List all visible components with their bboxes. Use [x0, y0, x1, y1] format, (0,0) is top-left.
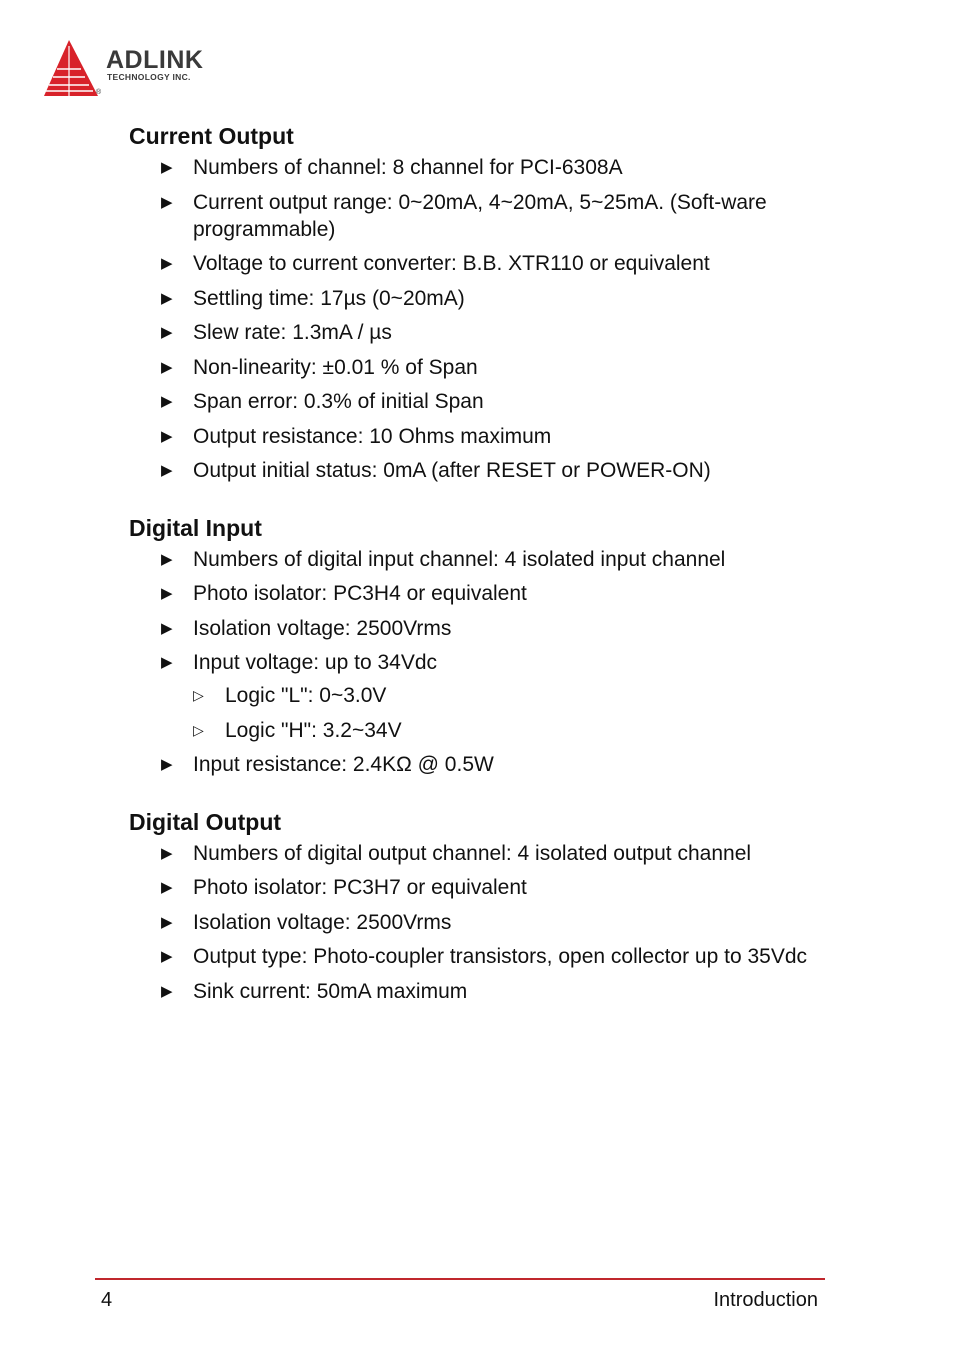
item-text: Isolation voltage: 2500Vrms: [193, 910, 452, 934]
spec-list: [129, 154, 829, 484]
list-item: [129, 250, 829, 277]
triangle-bullet-icon: ▶: [161, 844, 173, 862]
triangle-bullet-icon: ▶: [161, 427, 173, 445]
triangle-bullet-icon: ▶: [161, 255, 173, 272]
item-text: Output resistance: 10 Ohms maximum: [193, 424, 552, 448]
sub-list-item: [193, 717, 829, 744]
item-text: Settling time: 17µs (0~20mA): [193, 286, 465, 310]
section-heading: Digital Input: [129, 514, 262, 541]
page-number: 4: [101, 1289, 113, 1311]
item-text: Input resistance: 2.4KΩ @ 0.5W: [193, 753, 494, 776]
list-item: [129, 580, 829, 607]
list-item: [129, 978, 829, 1005]
spec-list: [129, 840, 829, 1005]
triangle-bullet-icon: ▶: [161, 879, 173, 896]
triangle-bullet-icon: ▶: [161, 585, 173, 602]
triangle-bullet-icon: ▶: [161, 289, 173, 307]
list-item: [129, 154, 829, 181]
triangle-bullet-icon: ▶: [161, 550, 173, 568]
triangle-bullet-icon: ▶: [161, 913, 173, 931]
item-text: Photo isolator: PC3H7 or equivalent: [193, 876, 527, 899]
spec-list: [129, 546, 829, 779]
item-text: Current output range: 0~20mA, 4~20mA, 5~25mA. (Soft-ware programmable): [193, 190, 767, 241]
item-text: Photo isolator: PC3H4 or equivalent: [193, 582, 527, 605]
item-text: Numbers of digital input channel: 4 isolated input channel: [193, 547, 726, 571]
item-text: Span error: 0.3% of initial Span: [193, 390, 484, 413]
list-item: [129, 319, 829, 346]
spec-content: [129, 118, 829, 1012]
item-text: Output type: Photo-coupler transistors, open collector up to 35Vdc: [193, 945, 808, 968]
list-item: [129, 751, 829, 778]
list-item: [129, 615, 829, 642]
list-item: [129, 354, 829, 381]
section-spacer: [129, 492, 829, 510]
triangle-bullet-icon: ▶: [161, 462, 173, 479]
item-text: Slew rate: 1.3mA / µs: [193, 321, 392, 344]
list-item: [129, 457, 829, 484]
triangle-bullet-icon: ▶: [161, 159, 173, 176]
section-digital-output: [129, 804, 829, 1005]
outline-triangle-bullet-icon: ▷: [193, 721, 204, 738]
triangle-bullet-icon: ▶: [161, 982, 173, 1000]
outline-triangle-bullet-icon: ▷: [193, 687, 204, 703]
list-item: [129, 423, 829, 450]
sub-item-text: Logic "H": 3.2~34V: [225, 718, 402, 742]
triangle-bullet-icon: ▶: [161, 393, 173, 410]
item-text: Isolation voltage: 2500Vrms: [193, 616, 452, 640]
logo-wordmark: ADLINK: [106, 46, 204, 74]
triangle-bullet-icon: ▶: [161, 324, 173, 341]
footer-rule: [95, 1278, 825, 1280]
list-item: [129, 909, 829, 936]
item-text: Output initial status: 0mA (after RESET or POWER-ON): [193, 459, 711, 482]
item-text: Numbers of channel: 8 channel for PCI-6308A: [193, 156, 623, 179]
list-item: [129, 874, 829, 901]
logo-registered-mark: ®: [96, 89, 102, 96]
section-spacer: [129, 786, 829, 804]
logo-subtext: TECHNOLOGY INC.: [107, 72, 191, 82]
list-item: [129, 649, 829, 744]
adlink-triangle-icon: [42, 38, 104, 100]
list-item: [129, 285, 829, 312]
sub-item-text: Logic "L": 0~3.0V: [225, 684, 387, 707]
list-item: [129, 943, 829, 970]
triangle-bullet-icon: ▶: [161, 193, 173, 211]
list-item: [129, 189, 829, 243]
triangle-bullet-icon: ▶: [161, 654, 173, 671]
triangle-bullet-icon: ▶: [161, 358, 173, 376]
item-text: Input voltage: up to 34Vdc: [193, 651, 438, 674]
triangle-bullet-icon: ▶: [161, 619, 173, 637]
section-heading: Digital Output: [129, 808, 282, 835]
sub-list-item: [193, 682, 829, 709]
item-text: Non-linearity: ±0.01 % of Span: [193, 355, 478, 379]
section-current-output: [129, 118, 829, 484]
section-heading: Current Output: [129, 123, 294, 149]
triangle-bullet-icon: ▶: [161, 756, 173, 773]
list-item: [129, 546, 829, 573]
item-text: Sink current: 50mA maximum: [193, 979, 468, 1003]
list-item: [129, 840, 829, 867]
section-digital-input: [129, 510, 829, 779]
chapter-title: Introduction: [713, 1289, 818, 1311]
item-text: Numbers of digital output channel: 4 isolated output channel: [193, 841, 752, 865]
triangle-bullet-icon: ▶: [161, 948, 173, 965]
adlink-logo: [42, 38, 232, 100]
list-item: [129, 388, 829, 415]
item-text: Voltage to current converter: B.B. XTR110 or equivalent: [193, 252, 710, 275]
sub-list: [193, 682, 829, 744]
